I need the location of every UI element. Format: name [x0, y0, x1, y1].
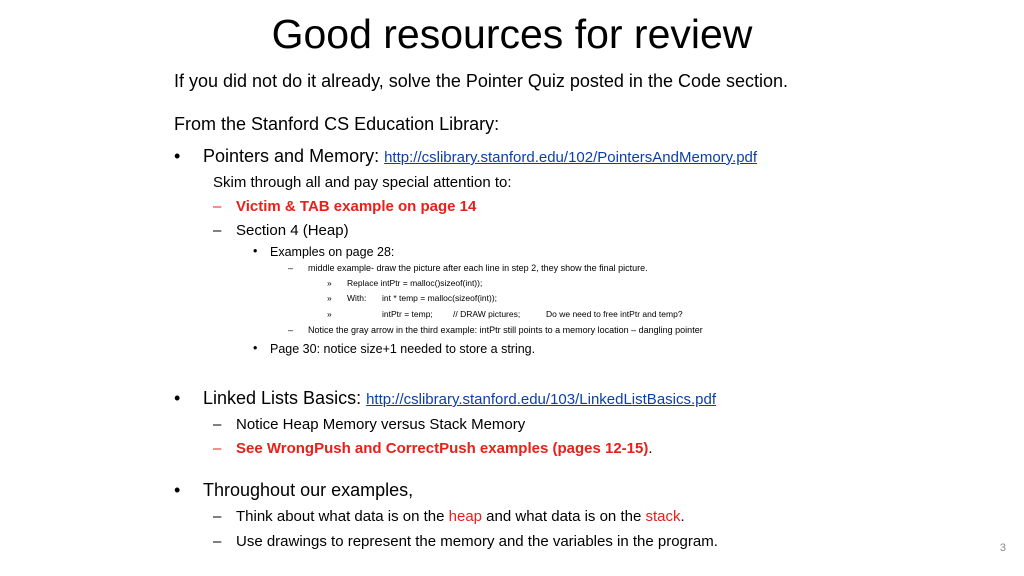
dash-marker: – [213, 533, 222, 550]
section4-text: Section 4 (Heap) [236, 222, 349, 239]
dash-marker: – [213, 440, 222, 457]
raquo-marker: » [327, 293, 332, 303]
bullet-marker: • [253, 341, 258, 355]
replace-text: Replace intPtr = malloc()sizeof(int)); [347, 278, 483, 288]
with-label: With: [347, 293, 367, 303]
think-line [236, 507, 685, 526]
push-examples-period: . [648, 440, 653, 457]
pointers-item [203, 145, 757, 169]
intro-text: If you did not do it already, solve the Pointer Quiz posted in the Code section. [174, 71, 789, 91]
think-prefix: Think about what data is on the [236, 508, 449, 525]
page30-text: Page 30: notice size+1 needed to store a string. [270, 342, 536, 356]
middle-example-text: middle example- draw the picture after each line in step 2, they show the final picture. [308, 263, 648, 273]
raquo-marker: » [327, 278, 332, 288]
slide-title: Good resources for review [271, 11, 753, 57]
think-middle: and what data is on the [482, 508, 646, 525]
dash-marker: – [213, 508, 222, 525]
dash-marker: – [288, 263, 294, 273]
pointers-memory-link[interactable]: http://cslibrary.stanford.edu/102/PointersAndMemory.pdf [384, 149, 758, 166]
intptr-temp-text: intPtr = temp; [382, 309, 433, 319]
dash-marker: – [213, 222, 222, 239]
dash-marker: – [213, 416, 222, 433]
bullet-marker: • [174, 388, 181, 408]
linked-lists-item [203, 387, 716, 411]
bullet-marker: • [174, 480, 181, 500]
victim-example-text: Victim & TAB example on page 14 [236, 198, 477, 215]
linked-lists-label: Linked Lists Basics: [203, 388, 362, 408]
push-examples-line [236, 439, 653, 458]
library-heading: From the Stanford CS Education Library: [174, 114, 500, 134]
pointers-label: Pointers and Memory: [203, 146, 380, 166]
bullet-marker: • [253, 244, 258, 258]
examples-page28-text: Examples on page 28: [270, 245, 395, 259]
gray-arrow-text: Notice the gray arrow in the third example: intPtr still points to a memory location – dangling pointer [308, 325, 703, 335]
throughout-text: Throughout our examples, [203, 480, 414, 500]
push-examples-text: See WrongPush and CorrectPush examples (pages 12-15) [236, 440, 649, 457]
stack-word: stack [645, 508, 681, 525]
raquo-marker: » [327, 309, 332, 319]
think-end: . [680, 508, 685, 525]
heap-vs-stack-text: Notice Heap Memory versus Stack Memory [236, 416, 526, 433]
with-code-text: int * temp = malloc(sizeof(int)); [382, 293, 498, 303]
free-question-text: Do we need to free intPtr and temp? [546, 309, 683, 319]
dash-marker: – [213, 198, 222, 215]
draw-comment-text: // DRAW pictures; [453, 309, 521, 319]
heap-word: heap [448, 508, 483, 525]
page-number: 3 [999, 542, 1006, 554]
dash-marker: – [288, 325, 294, 335]
drawings-text: Use drawings to represent the memory and the variables in the program. [236, 533, 718, 550]
linked-lists-link[interactable]: http://cslibrary.stanford.edu/103/LinkedListBasics.pdf [366, 391, 717, 408]
skim-text: Skim through all and pay special attention to: [213, 174, 512, 191]
bullet-marker: • [174, 146, 181, 166]
